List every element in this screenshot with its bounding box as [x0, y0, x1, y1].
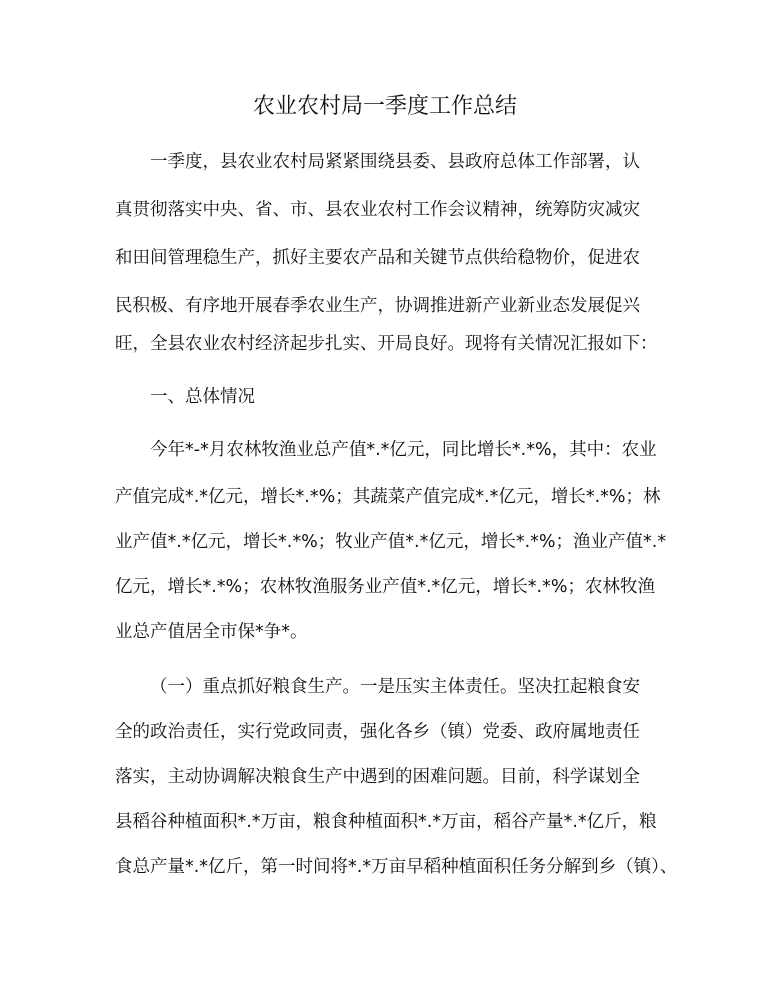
section-heading: 一、总体情况	[150, 387, 255, 407]
paragraph-line: 产值完成*.*亿元，增长*.*%；其蔬菜产值完成*.*亿元，增长*.*%；林	[115, 487, 661, 507]
paragraph-line: 民积极、有序地开展春季农业生产，协调推进新产业新业态发展促兴	[115, 296, 640, 316]
paragraph-line: 全的政治责任，实行党政同责，强化各乡（镇）党委、政府属地责任	[115, 722, 640, 742]
paragraph-line: （一）重点抓好粮食生产。一是压实主体责任。坚决扛起粮食安	[150, 677, 640, 697]
paragraph-line: 业总产值居全市保*争*。	[115, 622, 308, 642]
paragraph-line: 亿元，增长*.*%；农林牧渔服务业产值*.*亿元，增长*.*%；农林牧渔	[115, 577, 655, 597]
paragraph-line: 今年*-*月农林牧渔业总产值*.*亿元，同比增长*.*%，其中：农业	[150, 440, 657, 460]
paragraph-line: 一季度，县农业农村局紧紧围绕县委、县政府总体工作部署，认	[150, 152, 640, 172]
paragraph-line: 落实，主动协调解决粮食生产中遇到的困难问题。目前，科学谋划全	[115, 767, 640, 787]
paragraph-line: 业产值*.*亿元，增长*.*%；牧业产值*.*亿元，增长*.*%；渔业产值*.*	[115, 532, 667, 552]
paragraph-line: 食总产量*.*亿斤，第一时间将*.*万亩早稻种植面积任务分解到乡（镇）、	[115, 857, 678, 877]
document-title: 农业农村局一季度工作总结	[252, 94, 517, 119]
paragraph-line: 旺，全县农业农村经济起步扎实、开局良好。现将有关情况汇报如下：	[115, 334, 658, 354]
paragraph-line: 县稻谷种植面积*.*万亩，粮食种植面积*.*万亩，稻谷产量*.*亿斤，粮	[115, 812, 657, 832]
paragraph-line: 真贯彻落实中央、省、市、县农业农村工作会议精神，统筹防灾减灾	[115, 200, 640, 220]
paragraph-line: 和田间管理稳生产，抓好主要农产品和关键节点供给稳物价，促进农	[115, 248, 640, 268]
